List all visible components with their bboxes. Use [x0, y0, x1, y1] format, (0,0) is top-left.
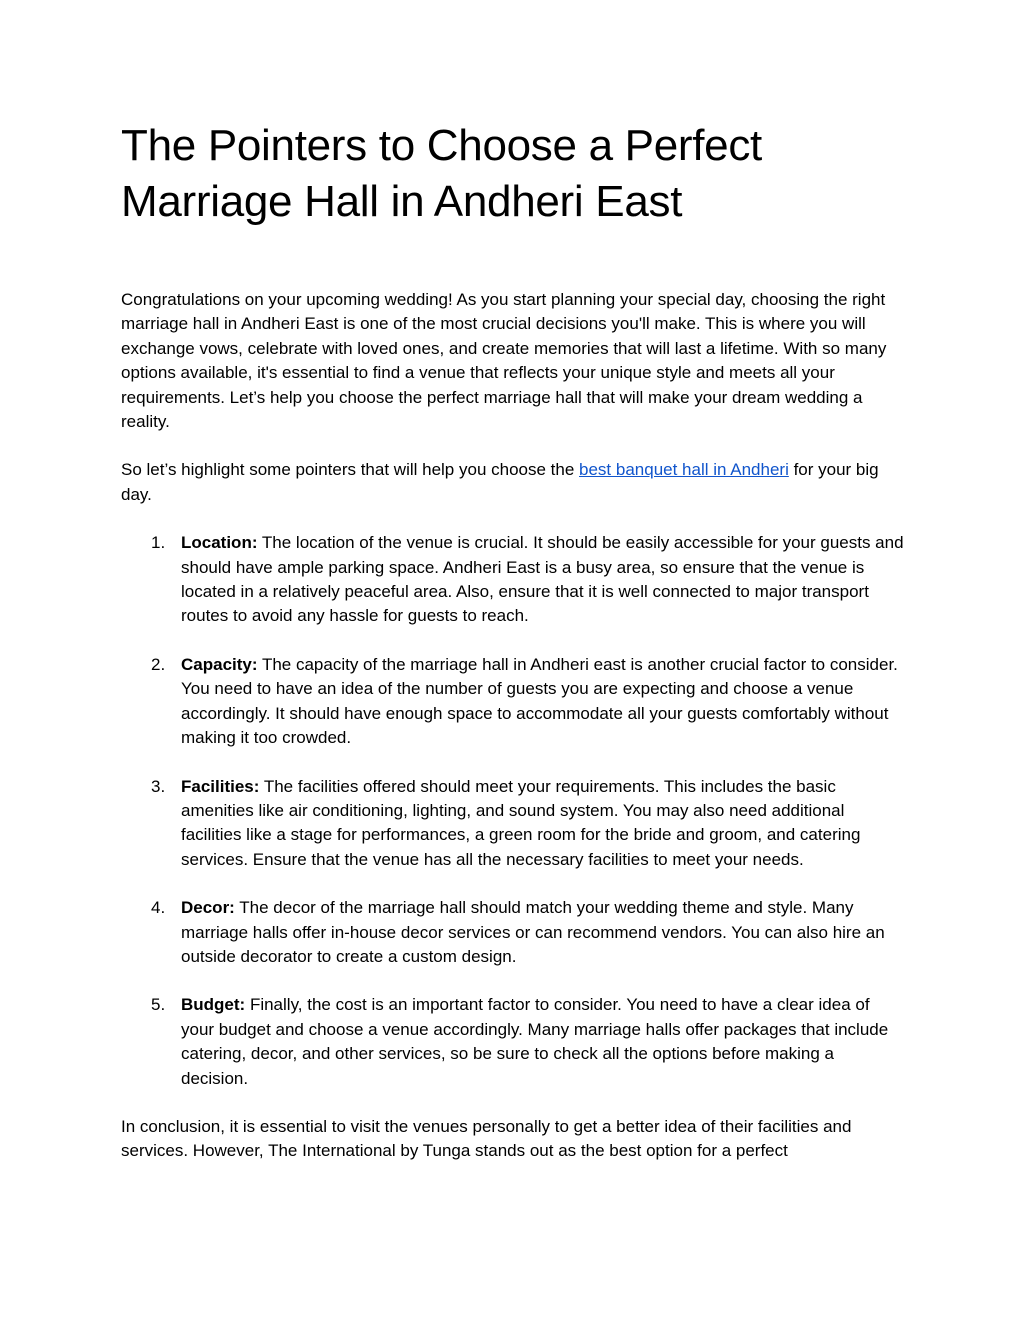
list-item	[121, 896, 905, 969]
list-item-text: The capacity of the marriage hall in Andheri east is another crucial factor to consider. You need to have an idea of the number of guests you are expecting and choose a venue accordingly. It should have enough space to accommodate all your guests comfortably without making it too crowded.	[181, 654, 898, 748]
pointers-list	[121, 531, 905, 1091]
list-item-term: Location:	[181, 533, 258, 553]
list-item	[121, 531, 905, 629]
list-item-number: 3.	[151, 776, 166, 796]
list-item-number: 5.	[151, 995, 166, 1015]
list-item	[121, 993, 905, 1091]
list-item-term: Budget:	[181, 995, 246, 1015]
document-page	[121, 118, 905, 1164]
best-banquet-hall-link[interactable]: best banquet hall in Andheri	[579, 460, 789, 480]
intro-paragraph: Congratulations on your upcoming wedding! As you start planning your special day, choosing the right marriage hall in Andheri East is one of the most crucial decisions you'll make. This is where you will exchange vows, celebrate with loved ones, and create memories that will last a lifetime. With so many options available, it's essential to find a venue that reflects your unique style and meets all your requirements. Let’s help you choose the perfect marriage hall that will make your dream wedding a reality.	[121, 290, 887, 432]
list-item-term: Capacity:	[181, 654, 258, 674]
conclusion-paragraph: In conclusion, it is essential to visit the venues personally to get a better idea of their facilities and services. However, The International by Tunga stands out as the best option for a perfect	[121, 1116, 852, 1161]
list-item-number: 4.	[151, 898, 166, 918]
list-item-text: Finally, the cost is an important factor to consider. You need to have a clear idea of your budget and choose a venue accordingly. Many marriage halls offer packages that include catering, decor, and other services, so be sure to check all the options before making a decision.	[181, 995, 889, 1088]
list-item-number: 2.	[151, 654, 166, 674]
list-item-text: The facilities offered should meet your requirements. This includes the basic amenities like air conditioning, lighting, and sound system. You may also need additional facilities like a stage for performances, a green room for the bride and groom, and catering services. Ensure that the venue has all the necessary facilities to meet your needs.	[181, 776, 861, 869]
highlight-text-before: So let’s highlight some pointers that will help you choose the	[121, 460, 580, 480]
list-item-number: 1.	[151, 533, 166, 553]
list-item-term: Facilities:	[181, 776, 260, 796]
document-title: The Pointers to Choose a Perfect Marriage Hall in Andheri East	[121, 121, 762, 226]
list-item-text: The location of the venue is crucial. It should be easily accessible for your guests and should have ample parking space. Andheri East is a busy area, so ensure that the venue is located in a relatively peaceful area. Also, ensure that it is well connected to major transport routes to avoid any hassle for guests to reach.	[181, 533, 904, 626]
list-item	[121, 775, 905, 873]
list-item-term: Decor:	[181, 898, 235, 918]
list-item-text: The decor of the marriage hall should match your wedding theme and style. Many marriage halls offer in-house decor services or can recommend vendors. You can also hire an outside decorator to create a custom design.	[181, 898, 885, 966]
highlight-paragraph	[121, 458, 905, 507]
highlight-text-after: for your big day.	[121, 460, 879, 504]
list-item	[121, 653, 905, 751]
